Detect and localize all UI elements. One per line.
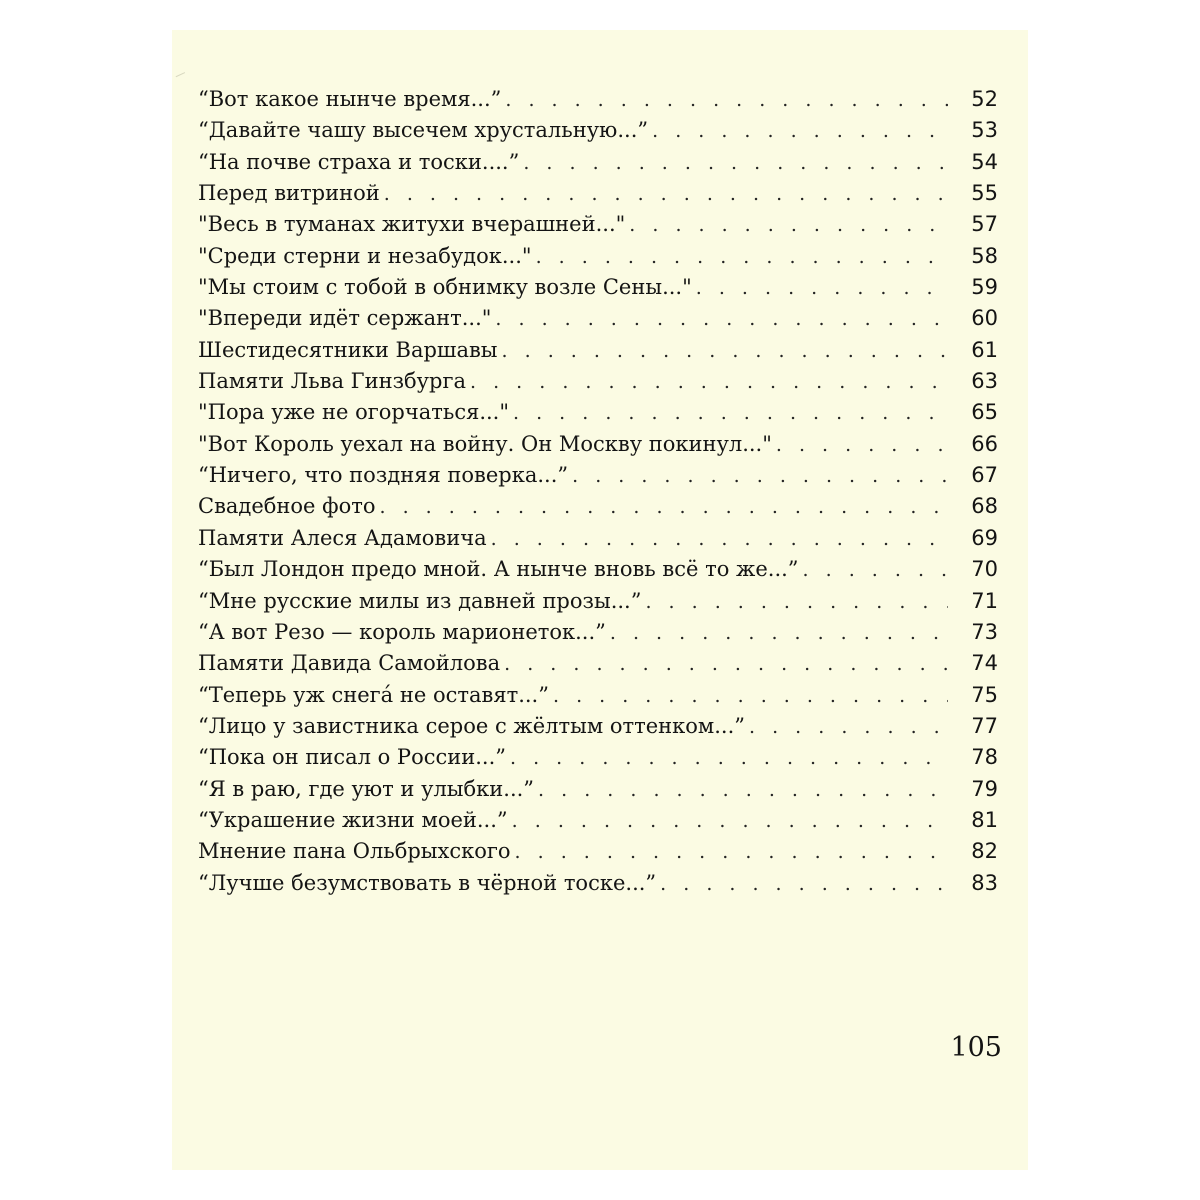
toc-entry-title: Памяти Льва Гинзбурга xyxy=(198,369,466,394)
toc-entry-page: 83 xyxy=(971,870,998,895)
toc-entry-title: “Ничего, что поздняя поверка...” xyxy=(198,463,569,488)
dot-leader xyxy=(505,89,948,111)
toc-entry xyxy=(198,620,998,651)
toc-entry-page: 77 xyxy=(971,713,998,738)
toc-entry-title: “Лучше безумствовать в чёрной тоске...” xyxy=(198,870,657,895)
dot-leader xyxy=(610,622,948,644)
toc-entry-title: “Был Лондон предо мной. А нынче вновь всё то же...” xyxy=(198,557,799,582)
toc-entry xyxy=(198,871,998,902)
toc-entry xyxy=(198,306,998,337)
toc-entry-page: 65 xyxy=(971,400,998,425)
dot-leader xyxy=(645,591,948,613)
toc-entry xyxy=(198,400,998,431)
toc-entry-page: 61 xyxy=(971,337,998,362)
toc-entry xyxy=(198,683,998,714)
toc-entry-title: "Мы стоим с тобой в обнимку возле Сены..." xyxy=(198,275,692,300)
dot-leader xyxy=(749,716,948,738)
toc-entry-title: “Вот какое нынче время...” xyxy=(198,87,502,111)
dot-leader xyxy=(515,841,948,863)
toc-entry-title: “Я в раю, где уют и улыбки...” xyxy=(198,776,535,801)
toc-entry xyxy=(198,589,998,620)
toc-entry-page: 78 xyxy=(971,745,998,770)
dot-leader xyxy=(470,371,948,393)
dot-leader xyxy=(660,873,948,895)
toc-entry xyxy=(198,557,998,588)
dot-leader xyxy=(523,152,948,174)
dot-leader xyxy=(803,559,948,581)
toc-entry xyxy=(198,714,998,745)
toc-entry xyxy=(198,494,998,525)
dot-leader xyxy=(776,434,948,456)
toc-entry xyxy=(198,463,998,494)
toc-entry-title: "Пора уже не огорчаться..." xyxy=(198,400,510,425)
toc-entry-page: 54 xyxy=(971,149,998,174)
toc-entry-page: 71 xyxy=(971,588,998,613)
toc-entry xyxy=(198,432,998,463)
toc-entry xyxy=(198,181,998,212)
dot-leader xyxy=(495,308,948,330)
toc-entry-page: 60 xyxy=(971,306,998,331)
toc-entry-title: "Вот Король уехал на войну. Он Москву покинул..." xyxy=(198,431,772,456)
toc-entry-title: “А вот Резо — король марионеток...” xyxy=(198,619,606,644)
dot-leader xyxy=(629,214,948,236)
dot-leader xyxy=(502,340,948,362)
dot-leader xyxy=(510,747,948,769)
toc-entry xyxy=(198,118,998,149)
dot-leader xyxy=(572,465,948,487)
toc-entry-page: 70 xyxy=(971,557,998,582)
toc-entry xyxy=(198,777,998,808)
toc-entry-title: “Пока он писал о России...” xyxy=(198,745,506,770)
toc-entry-page: 74 xyxy=(971,651,998,676)
toc-entry-title: Перед витриной xyxy=(198,181,380,206)
toc-entry xyxy=(198,839,998,870)
toc-entry xyxy=(198,87,998,118)
toc-entry xyxy=(198,526,998,557)
toc-entry xyxy=(198,212,998,243)
toc-entry-title: “Лицо у завистника серое с жёлтым оттенком...” xyxy=(198,713,746,738)
toc-entry xyxy=(198,745,998,776)
toc-entry-title: Шестидесятники Варшавы xyxy=(198,337,498,362)
dot-leader xyxy=(553,685,948,707)
toc-entry-page: 75 xyxy=(971,682,998,707)
dot-leader xyxy=(512,810,948,832)
toc-entry-page: 69 xyxy=(971,525,998,550)
toc-entry xyxy=(198,369,998,400)
toc-entry xyxy=(198,244,998,275)
toc-entry-page: 58 xyxy=(971,243,998,268)
toc-entry-title: “Украшение жизни моей...” xyxy=(198,807,508,832)
dot-leader xyxy=(652,120,948,142)
toc-entry-title: Памяти Давида Самойлова xyxy=(198,651,501,676)
toc-entry-title: “Теперь уж снега́ не оставят...” xyxy=(198,682,549,707)
toc-entry xyxy=(198,338,998,369)
toc-entry-title: “Мне русские милы из давней прозы...” xyxy=(198,588,642,613)
toc-entry-page: 68 xyxy=(971,494,998,519)
toc-entry-title: "Впереди идёт сержант..." xyxy=(198,306,492,331)
toc-entry-title: “На почве страха и тоски....” xyxy=(198,149,520,174)
table-of-contents xyxy=(198,87,998,902)
dot-leader xyxy=(491,528,948,550)
toc-entry-title: Памяти Алеся Адамовича xyxy=(198,525,487,550)
toc-entry-title: Мнение пана Ольбрыхского xyxy=(198,839,511,864)
toc-entry xyxy=(198,808,998,839)
toc-entry xyxy=(198,275,998,306)
dot-leader xyxy=(538,779,948,801)
toc-entry-page: 79 xyxy=(971,776,998,801)
toc-entry-page: 73 xyxy=(971,619,998,644)
toc-entry-page: 63 xyxy=(971,369,998,394)
toc-entry-page: 57 xyxy=(971,212,998,237)
toc-entry-page: 59 xyxy=(971,275,998,300)
dot-leader xyxy=(504,653,948,675)
page-number: 105 xyxy=(950,1032,1002,1063)
toc-entry xyxy=(198,150,998,181)
dot-leader xyxy=(513,402,948,424)
dot-leader xyxy=(536,246,948,268)
toc-entry-page: 82 xyxy=(971,839,998,864)
toc-entry-page: 53 xyxy=(971,118,998,143)
toc-entry-title: "Среди стерни и незабудок..." xyxy=(198,243,532,268)
dot-leader xyxy=(696,277,948,299)
toc-entry-page: 67 xyxy=(971,463,998,488)
toc-entry-title: “Давайте чашу высечем хрустальную...” xyxy=(198,118,649,143)
dot-leader xyxy=(384,183,948,205)
toc-entry-page: 81 xyxy=(971,807,998,832)
toc-entry-title: "Весь в туманах житухи вчерашней..." xyxy=(198,212,626,237)
toc-entry xyxy=(198,651,998,682)
toc-entry-page: 55 xyxy=(971,181,998,206)
toc-entry-page: 52 xyxy=(971,87,998,111)
toc-entry-title: Свадебное фото xyxy=(198,494,376,519)
toc-entry-page: 66 xyxy=(971,431,998,456)
dot-leader xyxy=(380,496,949,518)
